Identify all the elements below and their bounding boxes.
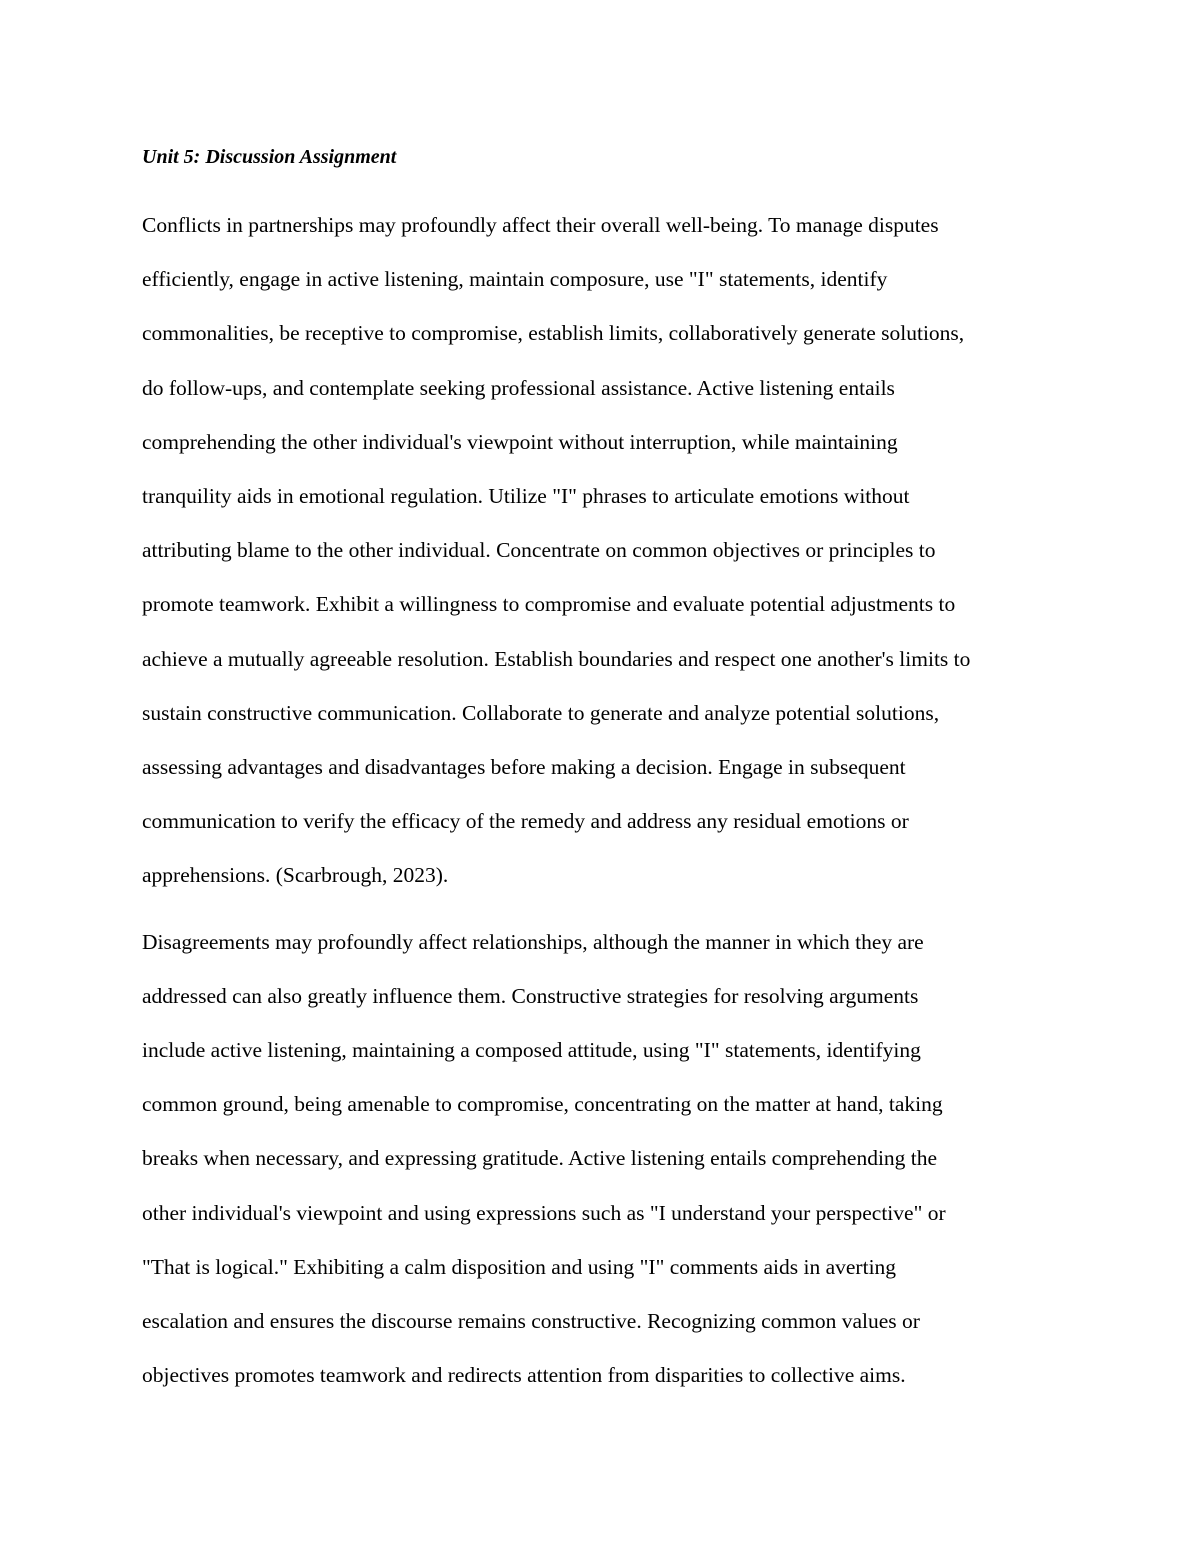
paragraph-line: apprehensions. (Scarbrough, 2023). [142,863,449,888]
paragraph-line: addressed can also greatly influence them. Constructive strategies for resolving arguments [142,983,919,1008]
paragraph-line: escalation and ensures the discourse remains constructive. Recognizing common values or [142,1309,920,1334]
paragraph-line: do follow-ups, and contemplate seeking professional assistance. Active listening entails [142,375,895,400]
paragraph-line: breaks when necessary, and expressing gratitude. Active listening entails comprehending the [142,1146,938,1171]
paragraph-line: attributing blame to the other individual. Concentrate on common objectives or principles to [142,538,936,563]
document-title: Unit 5: Discussion Assignment [142,146,397,168]
paragraph-line: promote teamwork. Exhibit a willingness to compromise and evaluate potential adjustments to [142,592,956,617]
paragraph-line: commonalities, be receptive to compromise, establish limits, collaboratively generate solutions, [142,321,965,346]
paragraph-line: comprehending the other individual's viewpoint without interruption, while maintaining [142,429,898,454]
paragraph-line: other individual's viewpoint and using expressions such as "I understand your perspective" or [142,1200,946,1225]
paragraph-line: assessing advantages and disadvantages before making a decision. Engage in subsequent [142,755,906,780]
paragraph-line: objectives promotes teamwork and redirects attention from disparities to collective aims. [142,1363,906,1388]
paragraph-line: sustain constructive communication. Collaborate to generate and analyze potential solutions, [142,700,940,725]
paragraph-line: include active listening, maintaining a composed attitude, using "I" statements, identifying [142,1038,921,1063]
paragraph-line: Conflicts in partnerships may profoundly affect their overall well-being. To manage disputes [142,213,939,237]
paragraph-line: achieve a mutually agreeable resolution. Establish boundaries and respect one another's limits to [142,646,971,671]
paragraph-line: communication to verify the efficacy of the remedy and address any residual emotions or [142,809,909,834]
paragraph-line: efficiently, engage in active listening, maintain composure, use "I" statements, identify [142,267,888,292]
paragraph-1 [142,198,1062,903]
paragraph-line: "That is logical." Exhibiting a calm disposition and using "I" comments aids in averting [142,1254,897,1279]
document-body [142,140,1062,1402]
paragraph-2 [142,915,1062,1403]
paragraph-line: tranquility aids in emotional regulation. Utilize "I" phrases to articulate emotions without [142,484,910,509]
paragraph-line: common ground, being amenable to compromise, concentrating on the matter at hand, taking [142,1092,943,1117]
paragraph-line: Disagreements may profoundly affect relationships, although the manner in which they are [142,929,924,954]
